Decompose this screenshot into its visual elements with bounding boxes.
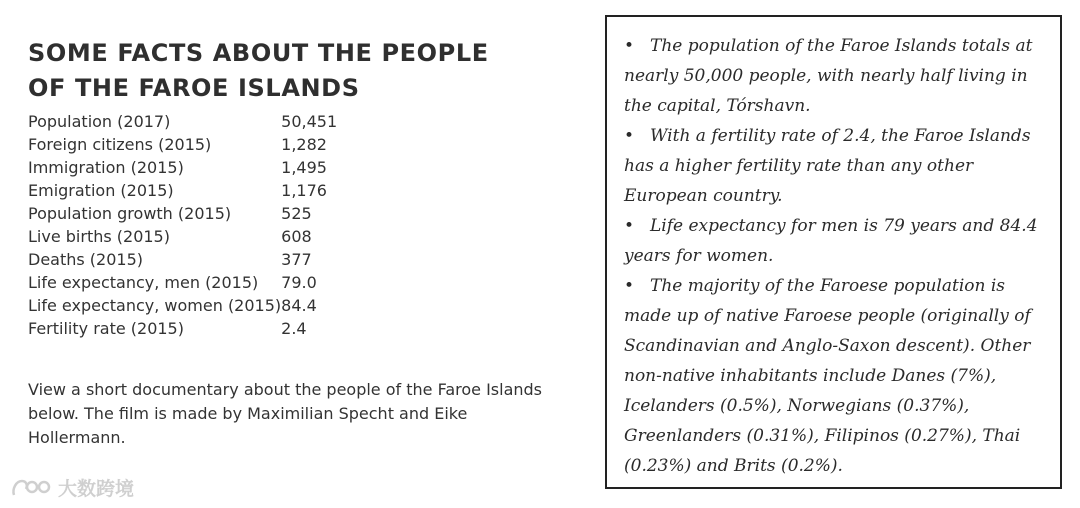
table-row [28, 271, 337, 294]
list-item [624, 211, 1044, 271]
table-row [28, 317, 337, 340]
stat-label: Fertility rate (2015) [28, 319, 184, 338]
fact-text: The majority of the Faroese population is made up of native Faroese people (originally of Scandinavian and Anglo-Saxon descent). Other non-native inhabitants include Danes (7%), Icelanders (0.5%), Norwegians (0.37%), Greenlanders (0.31%), Filipinos (0.27%), Thai (0.23%) and Brits (0.2%). [624, 276, 1031, 476]
bullet-icon: • [624, 126, 635, 146]
stat-label: Life expectancy, women (2015) [28, 296, 282, 315]
stat-label: Emigration (2015) [28, 181, 174, 200]
stat-label: Live births (2015) [28, 227, 170, 246]
stat-value: 1,282 [281, 135, 327, 154]
bullet-icon: • [624, 36, 635, 56]
brand-logo-icon [10, 475, 54, 501]
list-item [624, 31, 1044, 121]
watermark [10, 474, 134, 501]
table-row [28, 294, 337, 317]
table-row [28, 133, 337, 156]
fact-text: With a fertility rate of 2.4, the Faroe Islands has a higher fertility rate than any other European country. [624, 126, 1031, 206]
stat-label: Life expectancy, men (2015) [28, 273, 259, 292]
stat-value: 377 [281, 250, 312, 269]
list-item [624, 121, 1044, 211]
fact-text: Life expectancy for men is 79 years and 84.4 years for women. [624, 216, 1038, 266]
stat-value: 2.4 [281, 319, 307, 338]
stat-value: 84.4 [281, 296, 317, 315]
stat-value: 50,451 [281, 112, 338, 131]
bullet-icon: • [624, 216, 635, 236]
page-title: SOME FACTS ABOUT THE PEOPLE OF THE FAROE ISLANDS [28, 39, 489, 102]
stat-label: Population growth (2015) [28, 204, 232, 223]
stat-label: Immigration (2015) [28, 158, 184, 177]
stat-value: 608 [281, 227, 312, 246]
facts-list [624, 31, 1044, 481]
intro-paragraph: View a short documentary about the people of the Faroe Islands below. The film is made by Maximilian Specht and Eike Hollermann. [28, 380, 542, 447]
stats-table [28, 110, 337, 340]
table-row [28, 248, 337, 271]
table-row [28, 179, 337, 202]
stat-value: 525 [281, 204, 312, 223]
fact-text: The population of the Faroe Islands totals at nearly 50,000 people, with nearly half living in the capital, Tórshavn. [624, 36, 1033, 116]
stat-label: Deaths (2015) [28, 250, 144, 269]
table-row [28, 156, 337, 179]
left-column [28, 36, 568, 340]
table-row [28, 110, 337, 133]
stat-value: 79.0 [281, 273, 317, 292]
watermark-text: 大数跨境 [58, 478, 135, 500]
stat-label: Population (2017) [28, 112, 171, 131]
stat-value: 1,495 [281, 158, 327, 177]
table-row [28, 202, 337, 225]
list-item [624, 271, 1044, 481]
stat-label: Foreign citizens (2015) [28, 135, 212, 154]
bullet-icon: • [624, 276, 635, 296]
facts-box [605, 15, 1062, 489]
stat-value: 1,176 [281, 181, 327, 200]
table-row [28, 225, 337, 248]
